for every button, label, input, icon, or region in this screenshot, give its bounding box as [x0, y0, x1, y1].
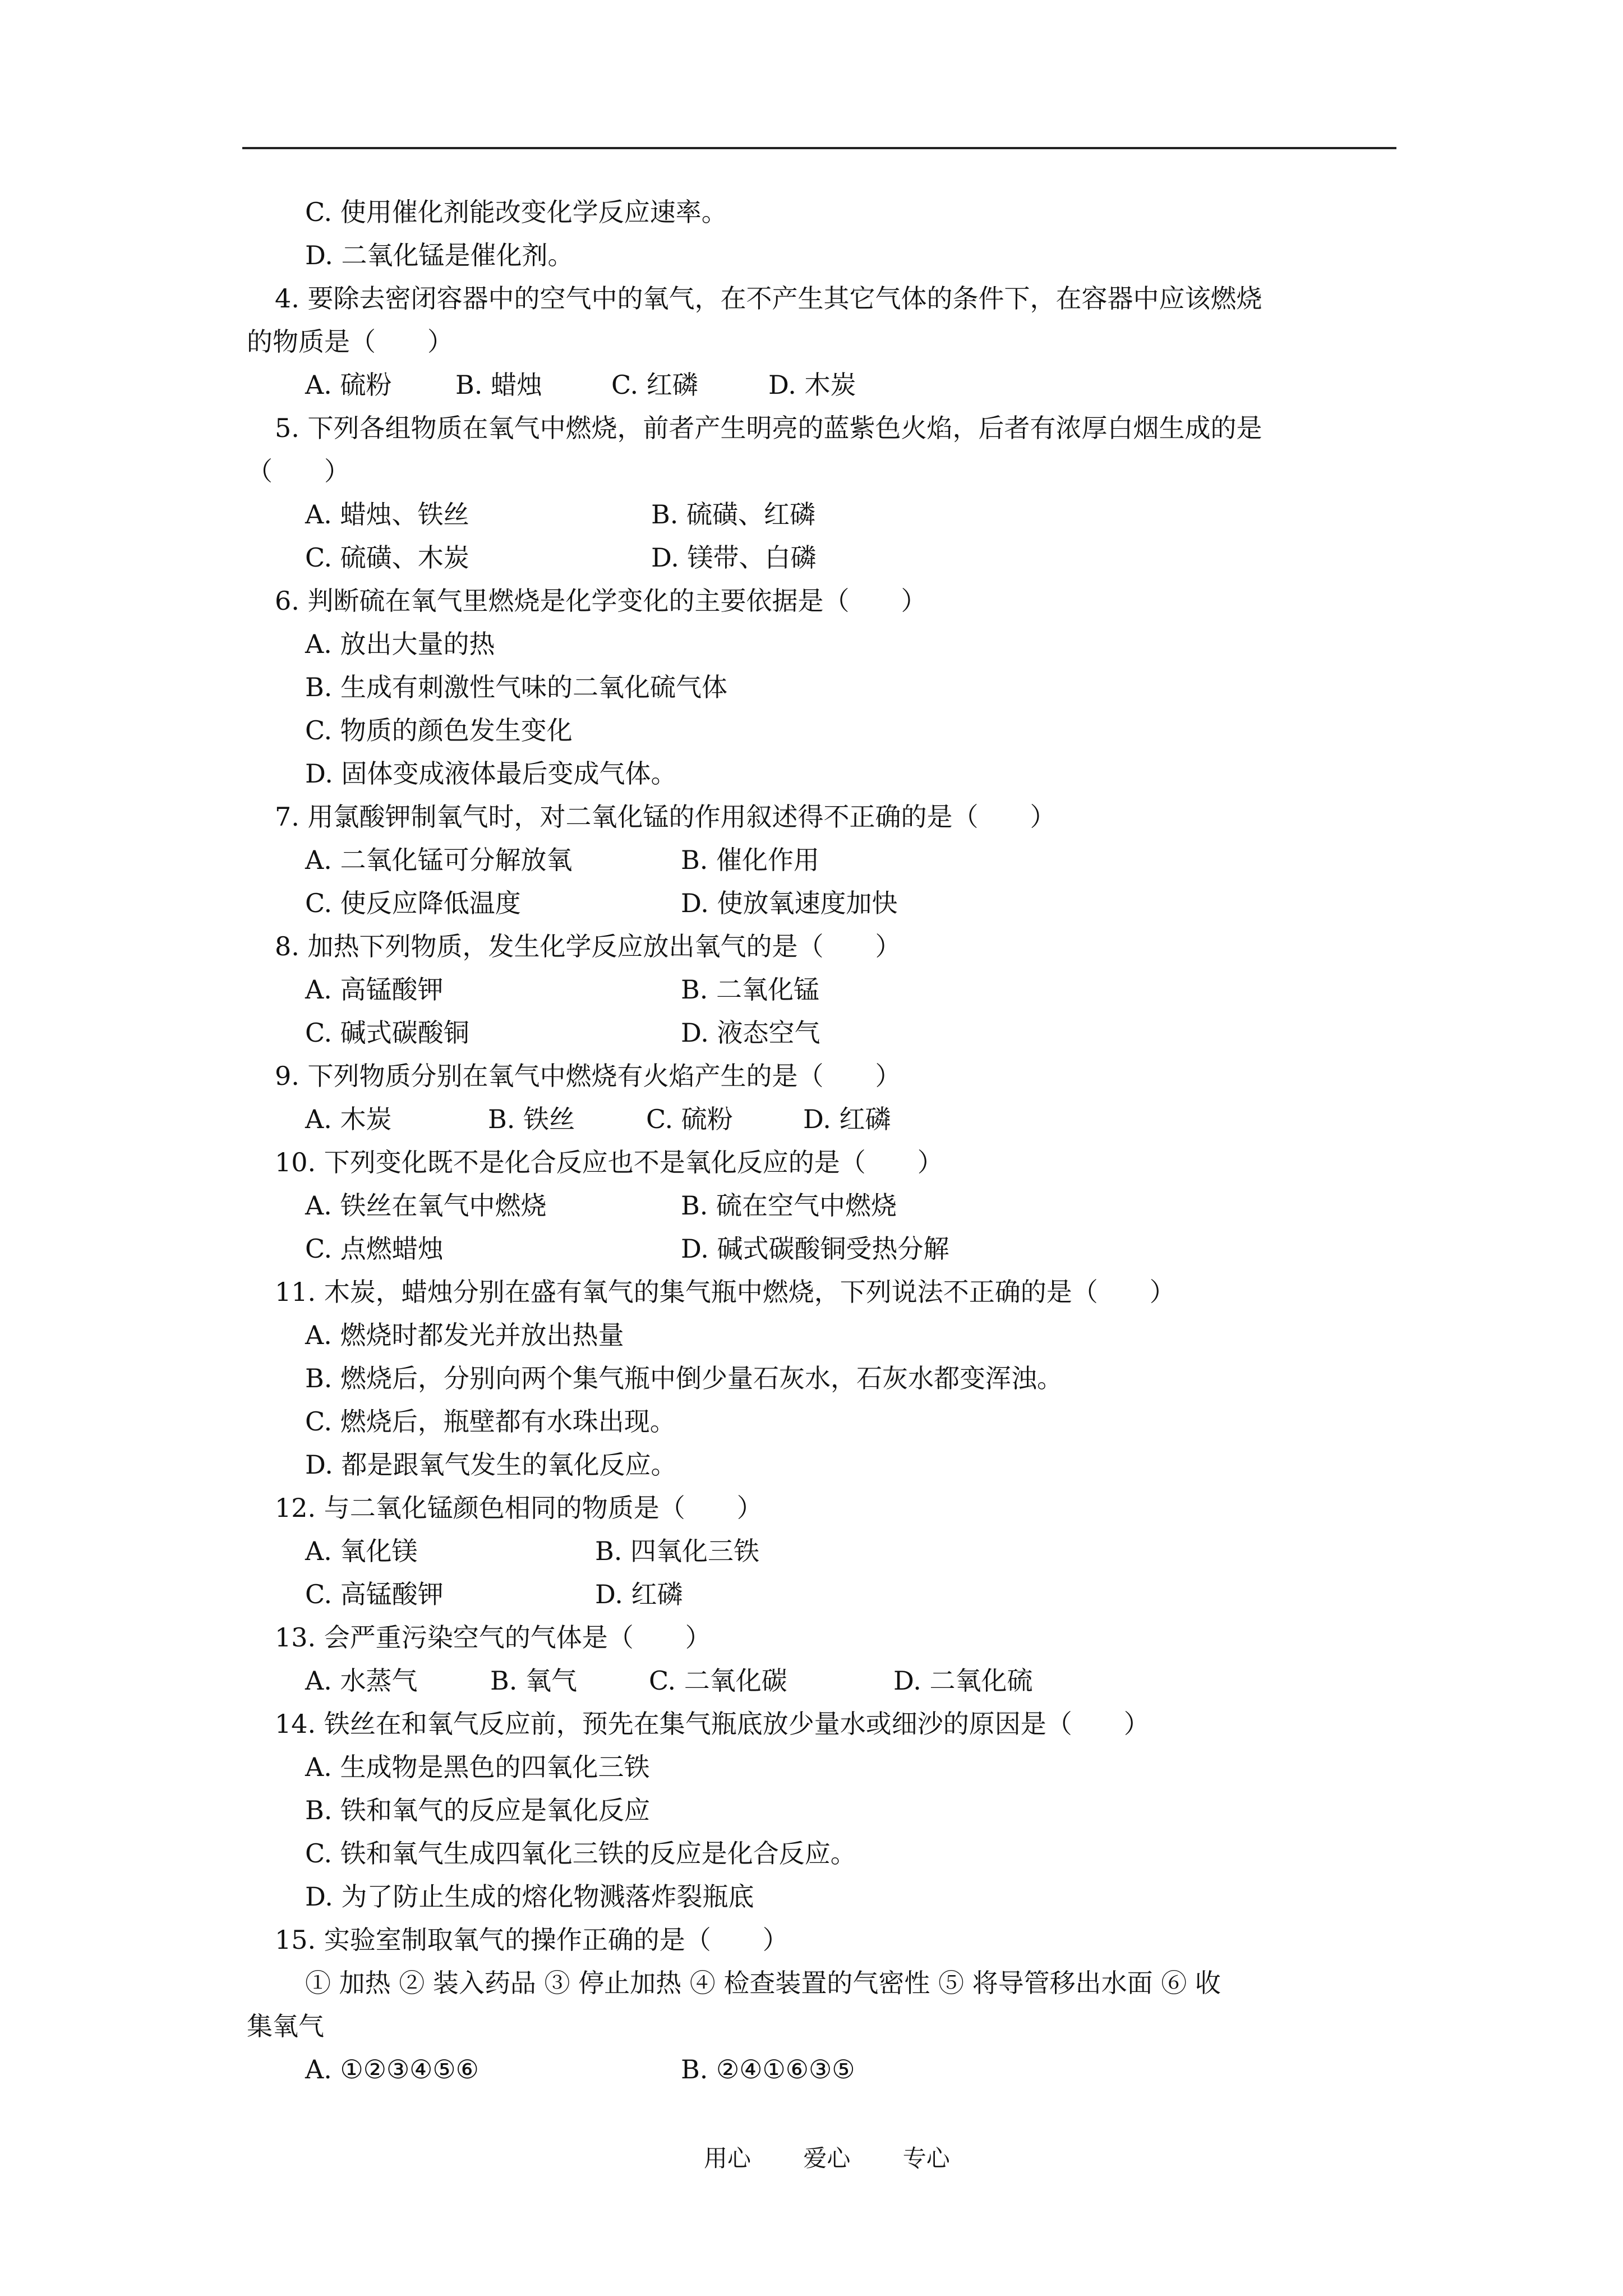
q15-option-a: A. ①②③④⑤⑥: [305, 2054, 479, 2085]
q8-option-a: A. 高锰酸钾: [305, 974, 444, 1005]
q10-stem: 10. 下列变化既不是化合反应也不是氧化反应的是（ ）: [275, 1147, 943, 1177]
q9-options: [247, 1098, 1396, 1141]
q15-options-ab: [247, 2048, 1396, 2091]
q14-option-c: C. 铁和氧气生成四氧化三铁的反应是化合反应。: [305, 1838, 856, 1869]
q5-option-d: D. 镁带、白磷: [651, 542, 817, 573]
q13-options: [247, 1659, 1396, 1703]
q8-option-d: D. 液态空气: [681, 1018, 820, 1048]
page-footer: [704, 2140, 995, 2174]
q13-option-a: A. 水蒸气: [305, 1665, 418, 1696]
q7-stem: 7. 用氯酸钾制氧气时，对二氧化锰的作用叙述得不正确的是（ ）: [275, 802, 1056, 832]
q12-option-a: A. 氧化镁: [305, 1536, 418, 1566]
q9-option-a: A. 木炭: [305, 1104, 392, 1134]
q7-option-c: C. 使反应降低温度: [305, 888, 521, 918]
q9-option-d: D. 红磷: [803, 1104, 891, 1134]
q8-option-b: B. 二氧化锰: [681, 974, 820, 1005]
q4-stem: 4. 要除去密闭容器中的空气中的氧气，在不产生其它气体的条件下，在容器中应该燃烧: [275, 283, 1262, 314]
q10-option-c: C. 点燃蜡烛: [305, 1234, 444, 1264]
q4-options: [247, 364, 1396, 407]
q15-steps-cont: 集氧气: [247, 2011, 324, 2041]
q9-option-b: B. 铁丝: [488, 1104, 575, 1134]
q8-options-cd: [247, 1011, 1396, 1055]
q7-option-a: A. 二氧化锰可分解放氧: [305, 845, 573, 875]
q4-option-b: B. 蜡烛: [455, 370, 543, 400]
q11-option-a: A. 燃烧时都发光并放出热量: [305, 1320, 624, 1350]
q14-option-b: B. 铁和氧气的反应是氧化反应: [305, 1795, 651, 1825]
q5-options-ab: [247, 493, 1396, 536]
q12-stem: 12. 与二氧化锰颜色相同的物质是（ ）: [275, 1493, 763, 1523]
q7-option-b: B. 催化作用: [681, 845, 820, 875]
header-rule: [242, 147, 1396, 149]
q14-option-a: A. 生成物是黑色的四氧化三铁: [305, 1752, 650, 1782]
q6-option-a: A. 放出大量的热: [305, 629, 495, 659]
q4-stem-cont: 的物质是（ ）: [247, 326, 453, 357]
q10-option-a: A. 铁丝在氧气中燃烧: [305, 1190, 547, 1221]
footer-word-2: 爱心: [803, 2145, 851, 2172]
q5-stem: 5. 下列各组物质在氧气中燃烧，前者产生明亮的蓝紫色火焰，后者有浓厚白烟生成的是: [275, 413, 1262, 443]
q13-option-b: B. 氧气: [490, 1665, 578, 1696]
q8-options-ab: [247, 968, 1396, 1011]
q10-options-cd: [247, 1227, 1396, 1271]
q10-option-b: B. 硫在空气中燃烧: [681, 1190, 897, 1221]
q12-options-cd: [247, 1573, 1396, 1616]
q9-stem: 9. 下列物质分别在氧气中燃烧有火焰产生的是（ ）: [275, 1061, 901, 1091]
q5-stem-cont: （ ）: [247, 456, 350, 486]
q11-option-c: C. 燃烧后，瓶壁都有水珠出现。: [305, 1406, 676, 1437]
q11-stem: 11. 木炭，蜡烛分别在盛有氧气的集气瓶中燃烧，下列说法不正确的是（ ）: [275, 1277, 1175, 1307]
q15-option-b: B. ②④①⑥③⑤: [681, 2054, 855, 2085]
q9-option-c: C. 硫粉: [646, 1104, 733, 1134]
q13-stem: 13. 会严重污染空气的气体是（ ）: [275, 1622, 711, 1653]
footer-word-1: 用心: [704, 2145, 751, 2172]
q6-stem: 6. 判断硫在氧气里燃烧是化学变化的主要依据是（ ）: [275, 586, 927, 616]
q5-option-a: A. 蜡烛、铁丝: [305, 499, 469, 530]
q12-option-b: B. 四氧化三铁: [595, 1536, 760, 1566]
q8-option-c: C. 碱式碳酸铜: [305, 1018, 469, 1048]
q15-steps: ① 加热 ② 装入药品 ③ 停止加热 ④ 检查装置的气密性 ⑤ 将导管移出水面 ⑥ 收: [305, 1968, 1221, 1998]
q4-option-c: C. 红磷: [611, 370, 698, 400]
q14-stem: 14. 铁丝在和氧气反应前，预先在集气瓶底放少量水或细沙的原因是（ ）: [275, 1709, 1150, 1739]
footer-word-3: 专心: [902, 2145, 950, 2172]
question-list: [247, 191, 1396, 2091]
q5-option-c: C. 硫磺、木炭: [305, 542, 469, 573]
q4-option-d: D. 木炭: [768, 370, 856, 400]
q10-options-ab: [247, 1184, 1396, 1227]
q13-option-c: C. 二氧化碳: [649, 1665, 787, 1696]
q11-option-d: D. 都是跟氧气发生的氧化反应。: [305, 1450, 677, 1480]
q14-option-d: D. 为了防止生成的熔化物溅落炸裂瓶底: [305, 1881, 754, 1912]
q7-options-cd: [247, 882, 1396, 925]
q5-option-b: B. 硫磺、红磷: [651, 499, 816, 530]
q8-stem: 8. 加热下列物质，发生化学反应放出氧气的是（ ）: [275, 931, 901, 961]
q10-option-d: D. 碱式碳酸铜受热分解: [681, 1234, 949, 1264]
q12-option-c: C. 高锰酸钾: [305, 1579, 444, 1609]
q12-options-ab: [247, 1530, 1396, 1573]
q6-option-d: D. 固体变成液体最后变成气体。: [305, 758, 677, 789]
q13-option-d: D. 二氧化硫: [893, 1665, 1033, 1696]
q3-option-d: D. 二氧化锰是催化剂。: [305, 240, 574, 270]
q6-option-b: B. 生成有刺激性气味的二氧化硫气体: [305, 672, 728, 702]
q15-stem: 15. 实验室制取氧气的操作正确的是（ ）: [275, 1925, 789, 1955]
q11-option-b: B. 燃烧后，分别向两个集气瓶中倒少量石灰水，石灰水都变浑浊。: [305, 1363, 1063, 1393]
q4-option-a: A. 硫粉: [305, 370, 392, 400]
q6-option-c: C. 物质的颜色发生变化: [305, 715, 573, 746]
q5-options-cd: [247, 536, 1396, 579]
q7-option-d: D. 使放氧速度加快: [681, 888, 898, 918]
q3-option-c: C. 使用催化剂能改变化学反应速率。: [305, 197, 727, 227]
q7-options-ab: [247, 839, 1396, 882]
q12-option-d: D. 红磷: [595, 1579, 683, 1609]
